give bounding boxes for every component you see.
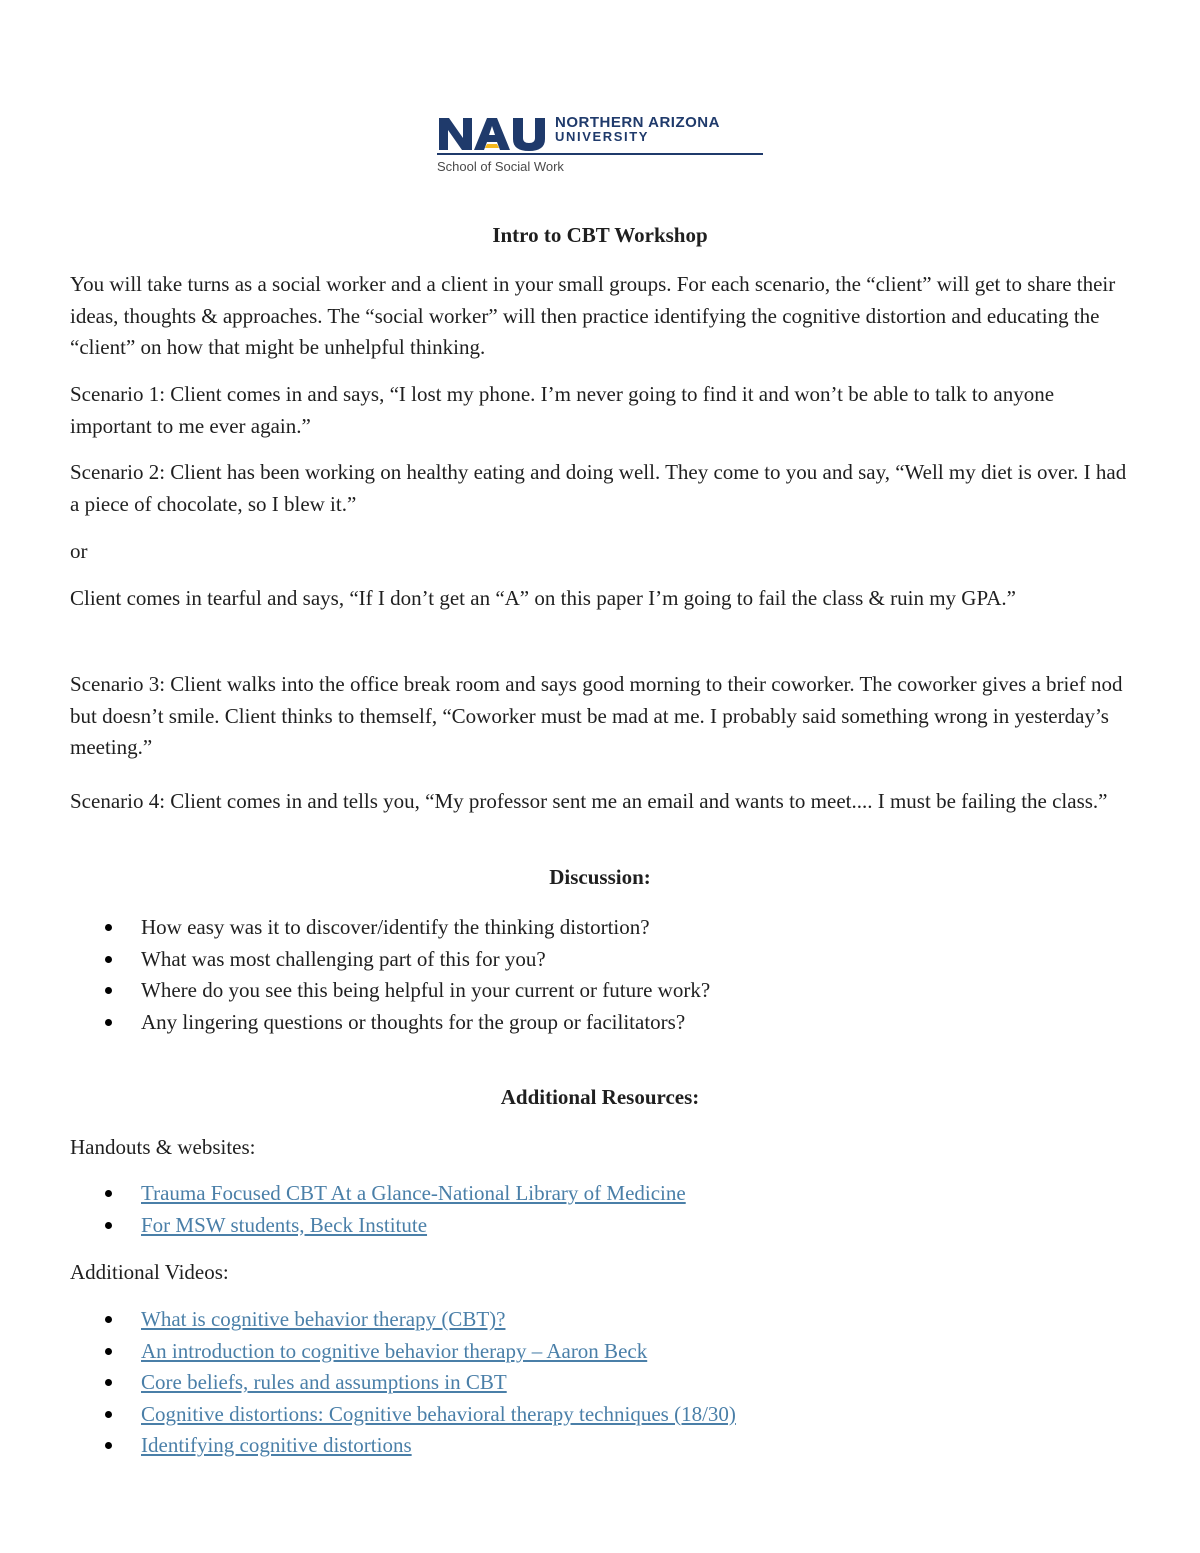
scenario-2: Scenario 2: Client has been working on healthy eating and doing well. They come to you and say, “Well my diet is over. I had a piece of chocolate, so I blew it.” — [70, 460, 1127, 516]
bullet-icon — [105, 1348, 112, 1355]
handouts-label: Handouts & websites: — [70, 1135, 256, 1159]
link-video-cognitive-distortions[interactable]: Cognitive distortions: Cognitive behavioral therapy techniques (18/30) — [141, 1401, 736, 1426]
list-item — [70, 1336, 736, 1368]
handouts-list — [70, 1178, 686, 1241]
bullet-icon — [105, 1379, 112, 1386]
list-item — [70, 1430, 736, 1462]
link-video-identifying-distortions[interactable]: Identifying cognitive distortions — [141, 1433, 412, 1457]
discussion-item-text: How easy was it to discover/identify the thinking distortion? — [141, 915, 650, 939]
intro-paragraph: You will take turns as a social worker and a client in your small groups. For each scenario, the “client” will get to share their ideas, thoughts & approaches. The “social worker” will then practice identifying the cognitive distortion and educating the “client” on how that might be unhelpful thinking. — [70, 272, 1116, 359]
link-video-aaron-beck[interactable]: An introduction to cognitive behavior therapy – Aaron Beck — [141, 1338, 648, 1363]
videos-label: Additional Videos: — [70, 1260, 229, 1284]
list-item — [70, 1210, 686, 1242]
bullet-icon — [105, 1190, 112, 1197]
resources-heading: Additional Resources: — [500, 1085, 700, 1109]
logo-school-name: School of Social Work — [437, 159, 564, 174]
nau-logo-mark — [437, 116, 549, 152]
link-video-what-is-cbt[interactable]: What is cognitive behavior therapy (CBT)? — [141, 1307, 506, 1331]
bullet-icon — [105, 1222, 112, 1229]
scenario-3: Scenario 3: Client walks into the office break room and says good morning to their coworker. The coworker gives a brief nod but doesn’t smile. Client thinks to themself, “Coworker must be mad at me. I probably said something wrong in yesterday’s meeting.” — [70, 672, 1123, 759]
list-item — [70, 1178, 686, 1210]
bullet-icon — [105, 1442, 112, 1449]
bullet-icon — [105, 1411, 112, 1418]
list-item — [70, 975, 710, 1007]
discussion-list — [70, 912, 710, 1038]
bullet-icon — [105, 956, 112, 963]
list-item — [70, 1399, 736, 1431]
list-item — [70, 1007, 710, 1039]
logo-name-line1: NORTHERN ARIZONA — [555, 114, 720, 131]
scenario-or: or — [70, 539, 88, 563]
bullet-icon — [105, 1316, 112, 1323]
list-item — [70, 1304, 736, 1336]
list-item — [70, 1367, 736, 1399]
link-beck-institute[interactable]: For MSW students, Beck Institute — [141, 1212, 428, 1237]
link-video-core-beliefs[interactable]: Core beliefs, rules and assumptions in CBT — [141, 1370, 507, 1394]
videos-list — [70, 1304, 736, 1462]
bullet-icon — [105, 924, 112, 931]
scenario-2-alt: Client comes in tearful and says, “If I don’t get an “A” on this paper I’m going to fail the class & ruin my GPA.” — [70, 586, 1016, 610]
scenario-1: Scenario 1: Client comes in and says, “I lost my phone. I’m never going to find it and won’t be able to talk to anyone important to me ever again.” — [70, 382, 1055, 438]
bullet-icon — [105, 1019, 112, 1026]
discussion-item-text: What was most challenging part of this for you? — [141, 946, 546, 971]
bullet-icon — [105, 987, 112, 994]
logo-university-name — [555, 116, 720, 144]
nau-logo — [437, 112, 767, 178]
link-trauma-focused-cbt[interactable]: Trauma Focused CBT At a Glance-National Library of Medicine — [141, 1181, 686, 1205]
discussion-heading: Discussion: — [549, 865, 651, 889]
list-item — [70, 944, 710, 976]
logo-divider — [437, 153, 763, 155]
list-item — [70, 912, 710, 944]
discussion-item-text: Where do you see this being helpful in your current or future work? — [141, 978, 711, 1002]
logo-name-line2: UNIVERSITY — [555, 129, 650, 144]
discussion-item-text: Any lingering questions or thoughts for the group or facilitators? — [141, 1009, 686, 1034]
scenario-4: Scenario 4: Client comes in and tells you, “My professor sent me an email and wants to meet.... I must be failing the class.” — [70, 789, 1108, 813]
page-title: Intro to CBT Workshop — [492, 223, 708, 247]
